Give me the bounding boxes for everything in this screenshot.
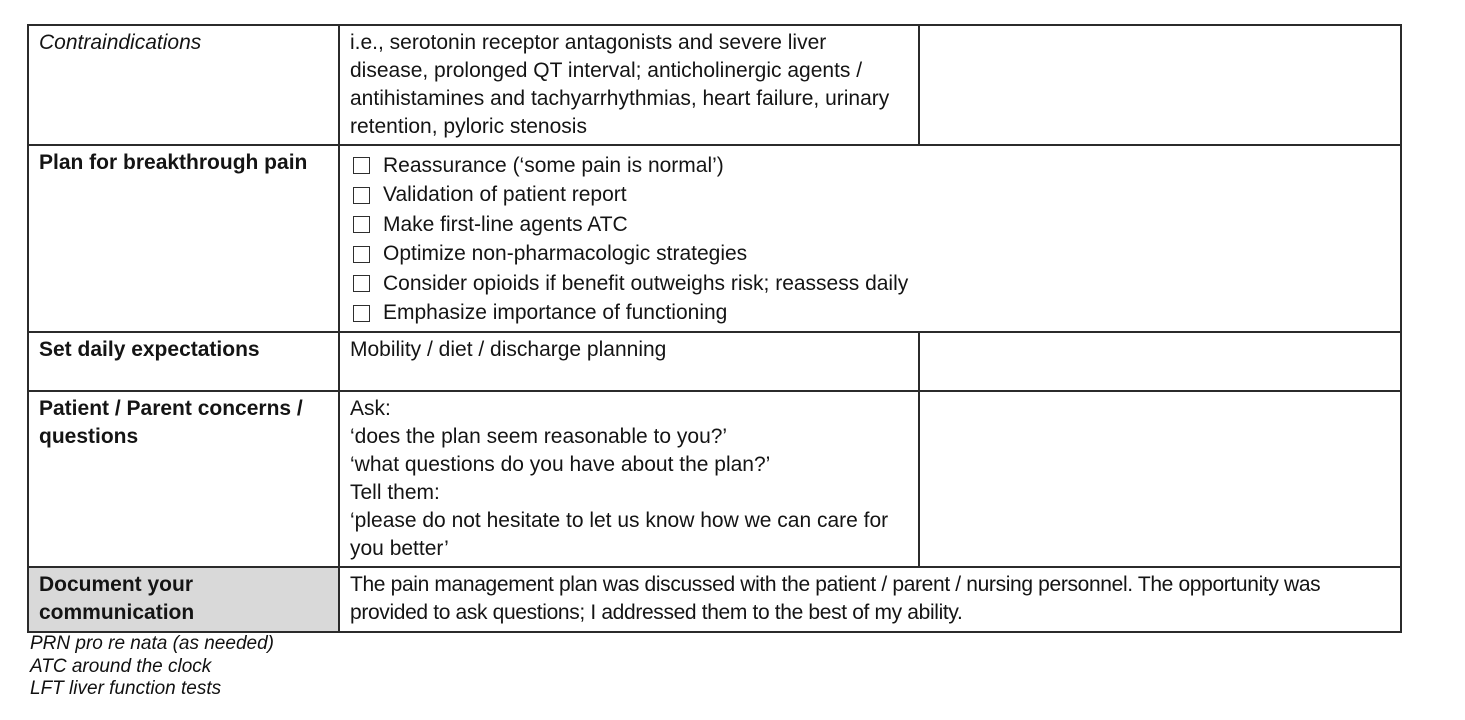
concerns-line: ‘what questions do you have about the plan?’: [350, 453, 771, 476]
abbreviation-lft: LFT liver function tests: [30, 678, 222, 699]
breakthrough-plan-cell: [339, 145, 1401, 332]
table-row-document-communication: [28, 567, 1401, 632]
checklist-item-label: Reassurance (‘some pain is normal’): [383, 153, 724, 177]
table-row-daily-expectations: [28, 332, 1401, 391]
checklist-item-label: Emphasize importance of functioning: [383, 301, 728, 325]
table-row-contraindications: [28, 25, 1401, 145]
row-label-concerns: Patient / Parent concerns / questions: [28, 391, 339, 567]
checklist-item: [350, 210, 1390, 240]
row-label-document-communication: Document your communication: [28, 567, 339, 632]
checkbox-icon[interactable]: [353, 216, 370, 233]
checklist-item: [350, 240, 1390, 270]
concerns-line: ‘does the plan seem reasonable to you?’: [350, 425, 728, 448]
row-label-contraindications: Contraindications: [28, 25, 339, 145]
checklist-item-label: Consider opioids if benefit outweighs risk; reassess daily: [383, 271, 909, 295]
table-row-breakthrough-plan: [28, 145, 1401, 332]
abbreviation-prn: PRN pro re nata (as needed): [30, 633, 274, 654]
abbreviation-key: [30, 633, 274, 701]
checkbox-icon[interactable]: [353, 157, 370, 174]
table-row-concerns: [28, 391, 1401, 567]
checklist-item: [350, 181, 1390, 211]
checkbox-icon[interactable]: [353, 246, 370, 263]
checkbox-icon[interactable]: [353, 305, 370, 322]
daily-expectations-notes-cell: [919, 332, 1401, 391]
checklist-item: [350, 151, 1390, 181]
checklist-item-label: Validation of patient report: [383, 183, 627, 207]
row-label-daily-expectations: Set daily expectations: [28, 332, 339, 391]
concerns-notes-cell: [919, 391, 1401, 567]
checkbox-icon[interactable]: [353, 275, 370, 292]
pain-plan-table: [27, 24, 1402, 633]
checklist-item-label: Make first-line agents ATC: [383, 212, 628, 236]
concerns-line: Ask:: [350, 397, 391, 420]
concerns-line: ‘please do not hesitate to let us know how we can care for you better’: [350, 509, 889, 560]
contraindications-detail: i.e., serotonin receptor antagonists and severe liver disease, prolonged QT interval; anticholinergic agents / antihistamines and tachyarrhythmias, heart failure, urinary retention, pyloric stenosis: [339, 25, 919, 145]
concerns-line: Tell them:: [350, 481, 440, 504]
row-label-breakthrough-plan: Plan for breakthrough pain: [28, 145, 339, 332]
checklist-item: [350, 269, 1390, 299]
breakthrough-checklist: [350, 151, 1390, 328]
daily-expectations-detail: Mobility / diet / discharge planning: [339, 332, 919, 391]
checkbox-icon[interactable]: [353, 187, 370, 204]
checklist-item-label: Optimize non-pharmacologic strategies: [383, 242, 748, 266]
document-communication-detail: The pain management plan was discussed with the patient / parent / nursing personnel. The opportunity was provided to ask questions; I addressed them to the best of my ability.: [339, 567, 1401, 632]
concerns-detail-cell: [339, 391, 919, 567]
contraindications-notes-cell: [919, 25, 1401, 145]
abbreviation-atc: ATC around the clock: [30, 655, 212, 677]
checklist-item: [350, 299, 1390, 329]
